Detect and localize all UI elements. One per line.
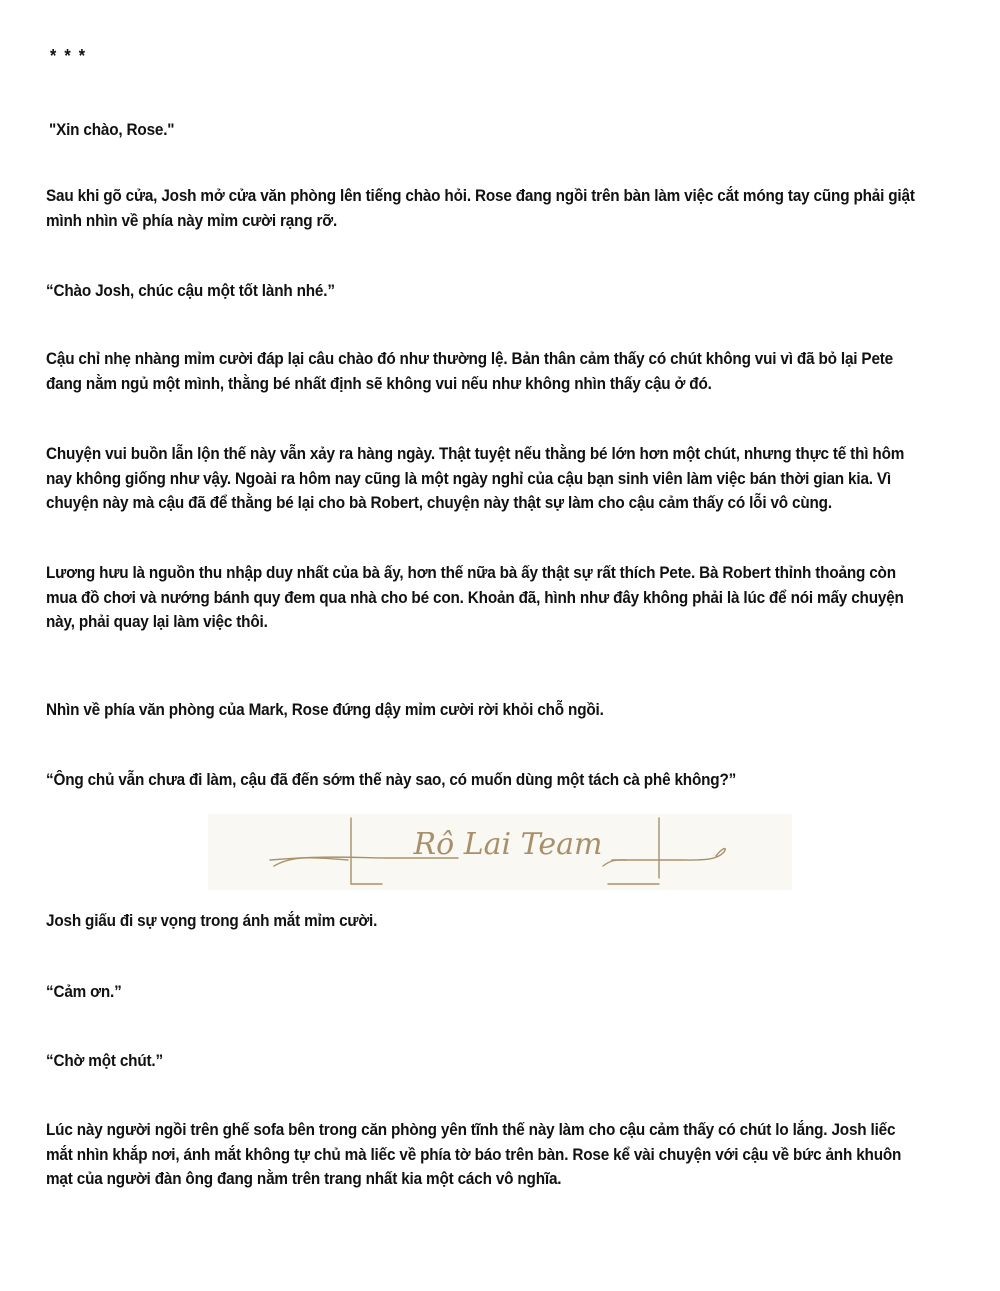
paragraph [46,279,955,304]
watermark-text: Rô Lai Team [413,827,603,862]
paragraph [46,442,955,516]
text-line: Lúc này người ngồi trên ghế sofa bên trong căn phòng yên tĩnh thế này làm cho cậu cảm thấy có chút lo lắng. Josh liếc [46,1120,896,1139]
paragraph [46,698,955,723]
text-line: mua đồ chơi và nướng bánh quy đem qua nhà cho bé con. Khoản đã, hình như đây không phải là lúc để nói mấy chuyện [46,587,904,607]
text-line: này, phải quay lại làm việc thôi. [46,612,268,631]
text-line: mình nhìn về phía này mỉm cười rạng rỡ. [46,210,338,230]
paragraph [46,561,955,635]
text-line: “Ông chủ vẫn chưa đi làm, cậu đã đến sớm thế này sao, có muốn dùng một tách cà phê không?” [46,770,737,789]
text-line: chuyện này mà cậu đã để thằng bé lại cho bà Robert, chuyện này thật sự làm cho cậu cảm thấy có lỗi vô cùng. [46,493,832,512]
paragraph [46,768,955,793]
text-line: Lương hưu là nguồn thu nhập duy nhất của bà ấy, hơn thế nữa bà ấy thật sự rất thích Pete. Bà Robert thỉnh thoảng còn [46,563,896,582]
watermark-logo [208,814,792,890]
paragraph [49,118,958,143]
text-line: nay không giống như vậy. Ngoài ra hôm nay cũng là một ngày nghỉ của cậu bạn sinh viên làm việc bán thời gian kia. Vì [46,468,892,488]
paragraph [46,980,955,1005]
paragraph [46,184,955,233]
text-line: “Chào Josh, chúc cậu một tốt lành nhé.” [46,281,335,300]
text-line: Chuyện vui buồn lẫn lộn thế này vẫn xảy ra hàng ngày. Thật tuyệt nếu thằng bé lớn hơn một chút, nhưng thực tế thì hôm [46,444,905,463]
paragraph [46,909,955,934]
paragraph [46,347,955,396]
text-line: Sau khi gõ cửa, Josh mở cửa văn phòng lên tiếng chào hỏi. Rose đang ngồi trên bàn làm việc cắt móng tay cũng phải giật [46,186,915,205]
text-line: "Xin chào, Rose." [49,120,175,139]
text-line: đang nằm ngủ một mình, thằng bé nhất định sẽ không vui nếu như không nhìn thấy cậu ở đó. [46,373,712,393]
scene-separator: * * * [50,46,87,66]
text-line: “Chờ một chút.” [46,1051,163,1070]
paragraph [46,1049,955,1074]
text-line: Cậu chỉ nhẹ nhàng mỉm cười đáp lại câu chào đó như thường lệ. Bản thân cảm thấy có chút không vui vì đã bỏ lại Pete [46,349,894,368]
text-line: mắt nhìn khắp nơi, ánh mắt không tự chủ mà liếc về phía tờ báo trên bàn. Rose kể vài chuyện với cậu về bức ảnh khuôn [46,1144,902,1164]
paragraph [46,1118,955,1192]
text-line: Josh giấu đi sự vọng trong ánh mắt mỉm cười. [46,911,378,930]
text-line: Nhìn về phía văn phòng của Mark, Rose đứng dậy mỉm cười rời khỏi chỗ ngồi. [46,700,604,719]
watermark-banner [208,814,792,890]
text-line: mạt của người đàn ông đang nằm trên trang nhất kia một cách vô nghĩa. [46,1169,562,1188]
text-line: “Cảm ơn.” [46,982,122,1001]
